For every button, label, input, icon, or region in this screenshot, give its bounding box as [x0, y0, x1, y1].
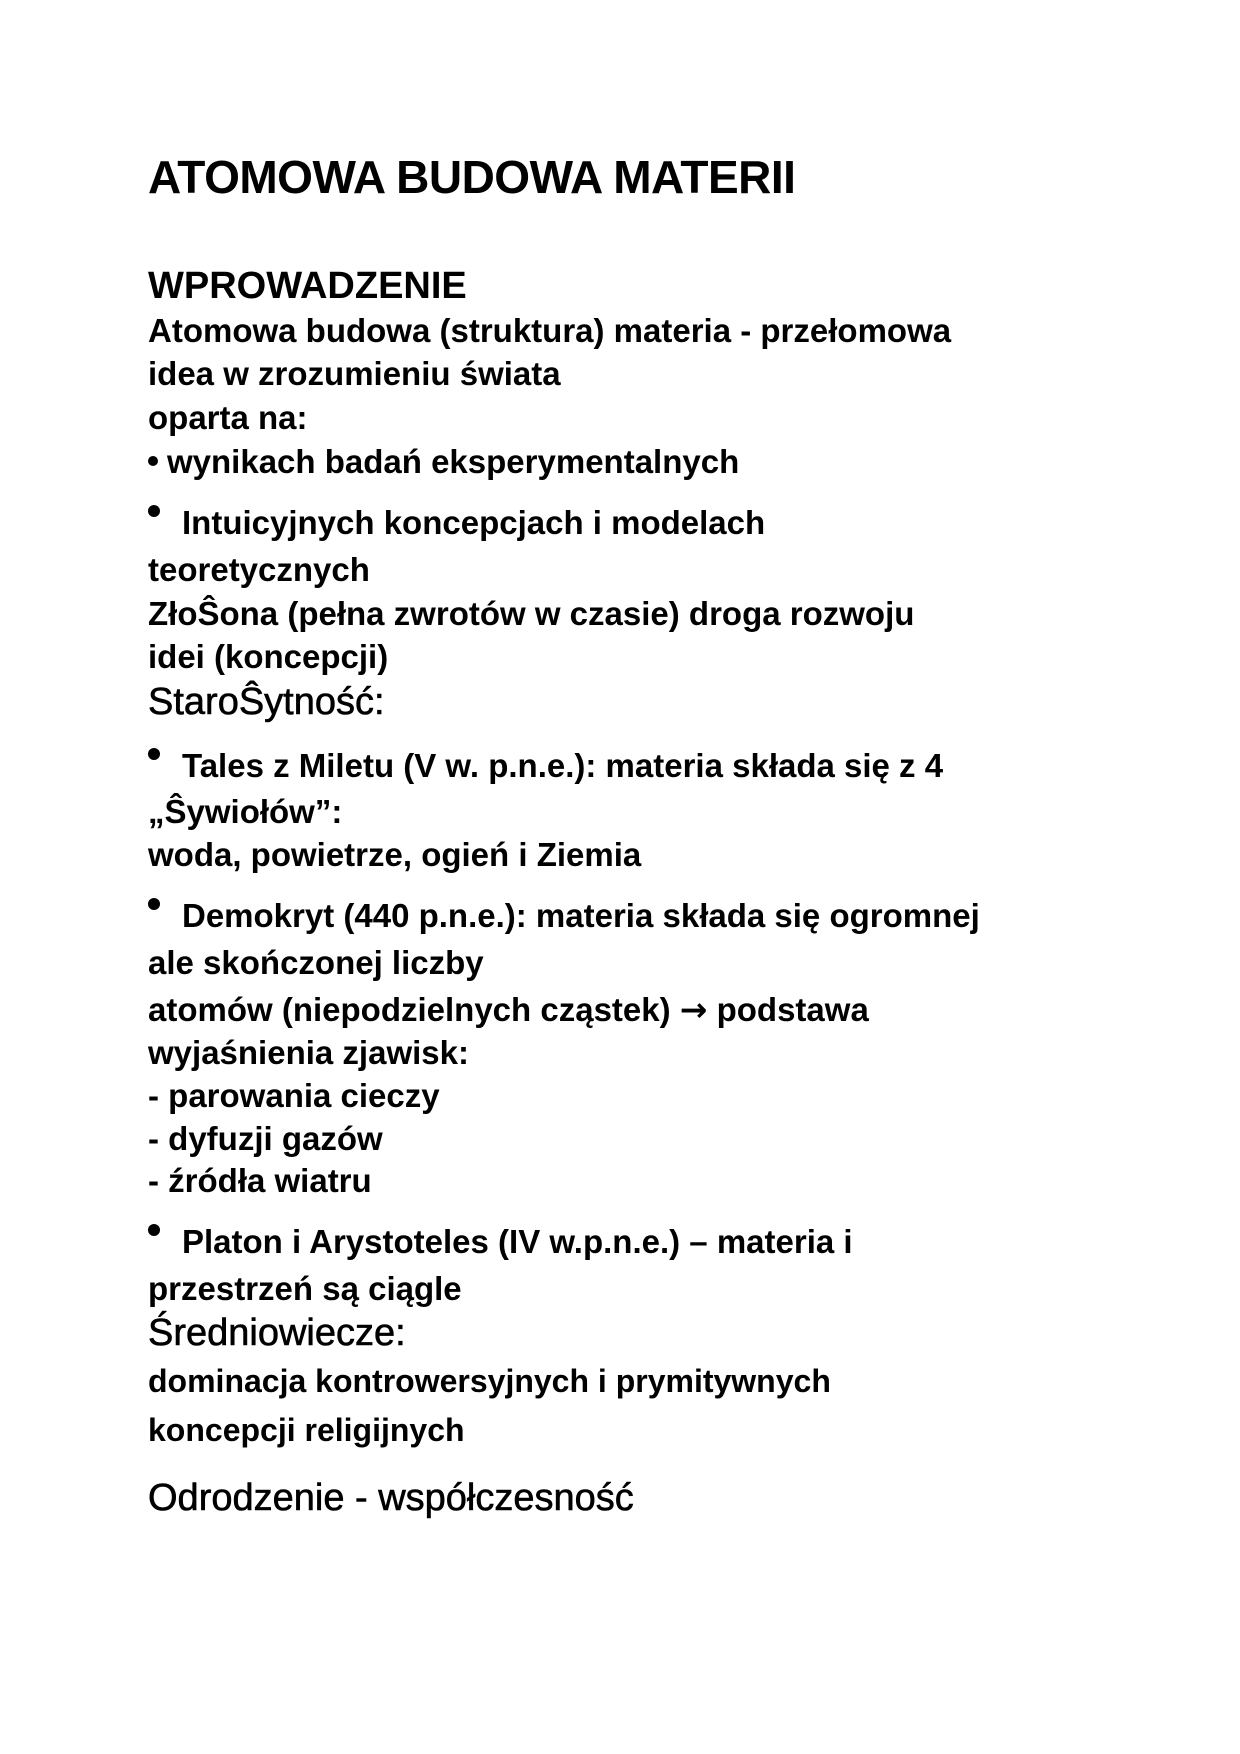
bullet-icon	[148, 748, 160, 760]
antiquity-list-item: - źródła wiatru	[148, 1162, 372, 1199]
section-heading-antiquity: StaroŜytność:	[148, 681, 385, 723]
list-item	[148, 1223, 853, 1261]
list-item	[148, 897, 980, 935]
page-title: ATOMOWA BUDOWA MATERII	[148, 151, 796, 203]
right-arrow-icon: →	[679, 990, 708, 1029]
bullet-icon	[148, 505, 160, 517]
section-heading-renaissance: Odrodzenie - współczesność	[148, 1477, 634, 1519]
intro-text-line: teoretycznych	[148, 551, 370, 588]
list-item	[148, 504, 765, 542]
list-item-text: Demokryt (440 p.n.e.): materia składa się ogromnej	[182, 897, 980, 934]
bullet-icon	[148, 898, 160, 910]
list-item	[148, 747, 943, 785]
antiquity-text-line	[148, 990, 869, 1029]
bullet-icon	[148, 1224, 160, 1236]
intro-text-line: Atomowa budowa (struktura) materia - przełomowa	[148, 312, 952, 349]
text-segment: podstawa	[716, 991, 869, 1028]
text-segment: atomów (niepodzielnych cząstek)	[148, 991, 671, 1028]
bullet-icon	[148, 456, 158, 466]
section-heading-middle-ages: Średniowiecze:	[148, 1312, 406, 1354]
antiquity-list-item: - parowania cieczy	[148, 1077, 440, 1114]
antiquity-text-line: „Ŝywiołów”:	[148, 793, 343, 830]
antiquity-text-line: wyjaśnienia zjawisk:	[148, 1034, 469, 1071]
intro-text-line: idei (koncepcji)	[148, 638, 389, 675]
list-item-text: Intuicyjnych koncepcjach i modelach	[182, 504, 766, 541]
middle-ages-text-line: dominacja kontrowersyjnych i prymitywnych	[148, 1363, 831, 1399]
antiquity-text-line: woda, powietrze, ogień i Ziemia	[148, 836, 642, 873]
section-heading-intro: WPROWADZENIE	[148, 265, 467, 307]
intro-text-line: ZłoŜona (pełna zwrotów w czasie) droga rozwoju	[148, 595, 915, 632]
intro-text-line: oparta na:	[148, 399, 308, 436]
intro-text-line: idea w zrozumieniu świata	[148, 355, 561, 392]
antiquity-list-item: - dyfuzji gazów	[148, 1120, 383, 1157]
antiquity-text-line: przestrzeń są ciągle	[148, 1270, 462, 1307]
list-item	[148, 443, 739, 481]
list-item-text: Platon i Arystoteles (IV w.p.n.e.) – materia i	[182, 1223, 853, 1260]
list-item-text: Tales z Miletu (V w. p.n.e.): materia składa się z 4	[182, 747, 944, 784]
middle-ages-text-line: koncepcji religijnych	[148, 1412, 465, 1448]
list-item-text: wynikach badań eksperymentalnych	[167, 443, 740, 480]
antiquity-text-line: ale skończonej liczby	[148, 944, 484, 981]
